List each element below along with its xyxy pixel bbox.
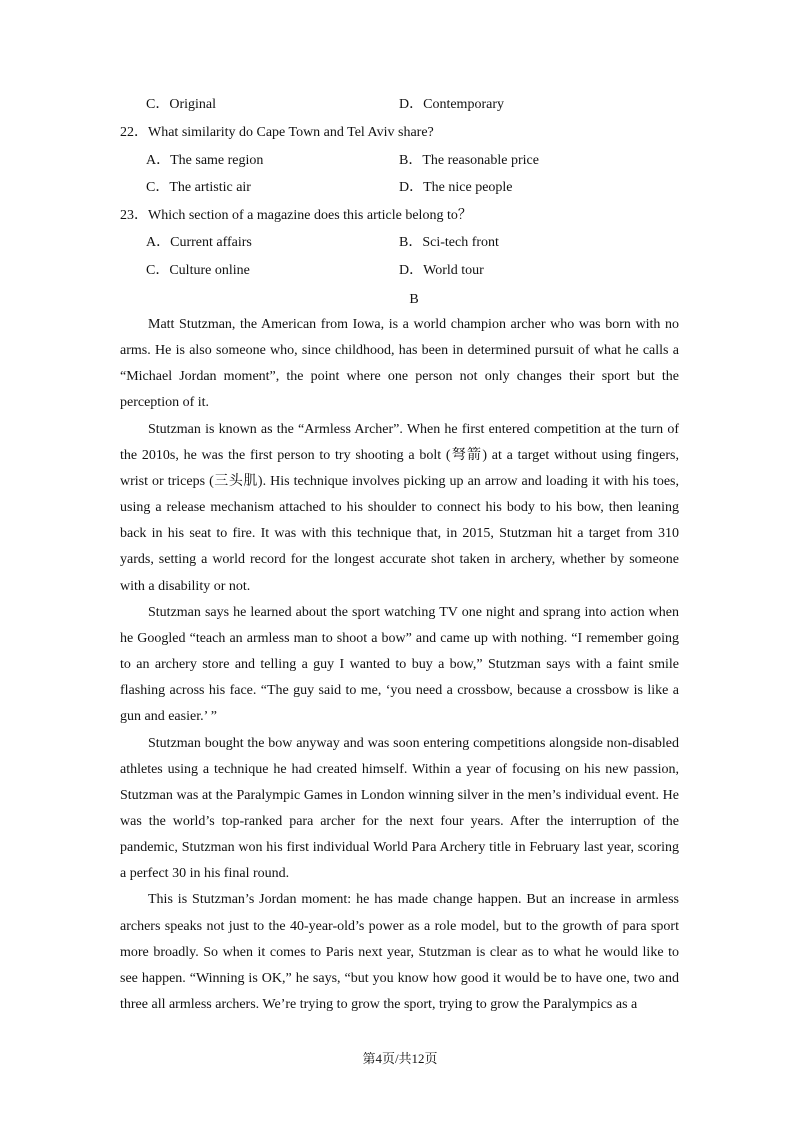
reading-passage [120, 312, 679, 1018]
q23-option-d: D．World tour [399, 263, 484, 278]
q22-options-row-2 [0, 176, 800, 200]
passage-paragraph-5: This is Stutzman’s Jordan moment: he has made change happen. But an increase in armless archers speaks not just to the 40-year-old’s power as a role model, but to the growth of para sport more broadly. So when it comes to Paris next year, Stutzman is clear as to what he would like to see happen. “Winning is OK,” he says, “but you know how good it would be to have one, two and three all armless archers. We’re trying to grow the sport, trying to grow the Paralympics as a [120, 892, 679, 1013]
question-23: 23．Which section of a magazine does this article belong to？ [120, 208, 472, 223]
passage-paragraph-3: Stutzman says he learned about the sport watching TV one night and sprang into action when he Googled “teach an armless man to shoot a bow” and came up with nothing. “I remember going to an archery store and telling a guy I wanted to buy a bow,” Stutzman says with a faint smile flashing across his face. “The guy said to me, ‘you need a crossbow, because a crossbow is like a gun and easier.’ ” [120, 604, 679, 725]
q22-option-b: B．The reasonable price [399, 153, 539, 168]
q23-option-b: B．Sci-tech front [399, 235, 499, 250]
passage-paragraph-1: Matt Stutzman, the American from Iowa, is a world champion archer who was born with no arms. He is also someone who, since childhood, has been in determined pursuit of what he calls a “Michael Jordan moment”, the point where one person not only changes their sport but the perception of it. [120, 317, 679, 411]
q23-options-row-1 [0, 231, 800, 255]
q21-options-row-2 [0, 93, 800, 117]
q23-option-a: A．Current affairs [146, 235, 252, 250]
q22-options-row-1 [0, 149, 800, 173]
page-number-footer: 第4页/共12页 [362, 1051, 438, 1066]
q23-option-c: C．Culture online [146, 263, 250, 278]
q22-option-c: C．The artistic air [146, 180, 251, 195]
passage-paragraph-4: Stutzman bought the bow anyway and was soon entering competitions alongside non-disabled athletes using a technique he had created himself. Within a year of focusing on his new passion, Stutzman was at the Paralympic Games in London winning silver in the men’s individual event. He was the world’s top-ranked para archer for the next four years. After the interruption of the pandemic, Stutzman won his first individual World Para Archery title in February last year, scoring a perfect 30 in his final round. [120, 735, 679, 882]
question-22: 22．What similarity do Cape Town and Tel Aviv share? [120, 125, 434, 140]
q22-option-d: D．The nice people [399, 180, 513, 195]
q22-option-a: A．The same region [146, 153, 264, 168]
q23-options-row-2 [0, 259, 800, 283]
q21-option-d: D．Contemporary [399, 97, 504, 112]
passage-paragraph-2: Stutzman is known as the “Armless Archer”. When he first entered competition at the turn of the 2010s, he was the first person to try shooting a bolt (弩箭) at a target without using fingers, wrist or triceps (三头肌). His technique involves picking up an arrow and loading it with his toes, using a release mechanism attached to his shoulder to connect his body to his bow, then leaning back in his seat to fire. It was with this technique that, in 2015, Stutzman hit a target from 310 yards, setting a world record for the longest accurate shot taken in archery, whether by someone with a disability or not. [120, 421, 679, 594]
q21-option-c: C．Original [146, 97, 216, 112]
section-heading: B [409, 292, 419, 307]
